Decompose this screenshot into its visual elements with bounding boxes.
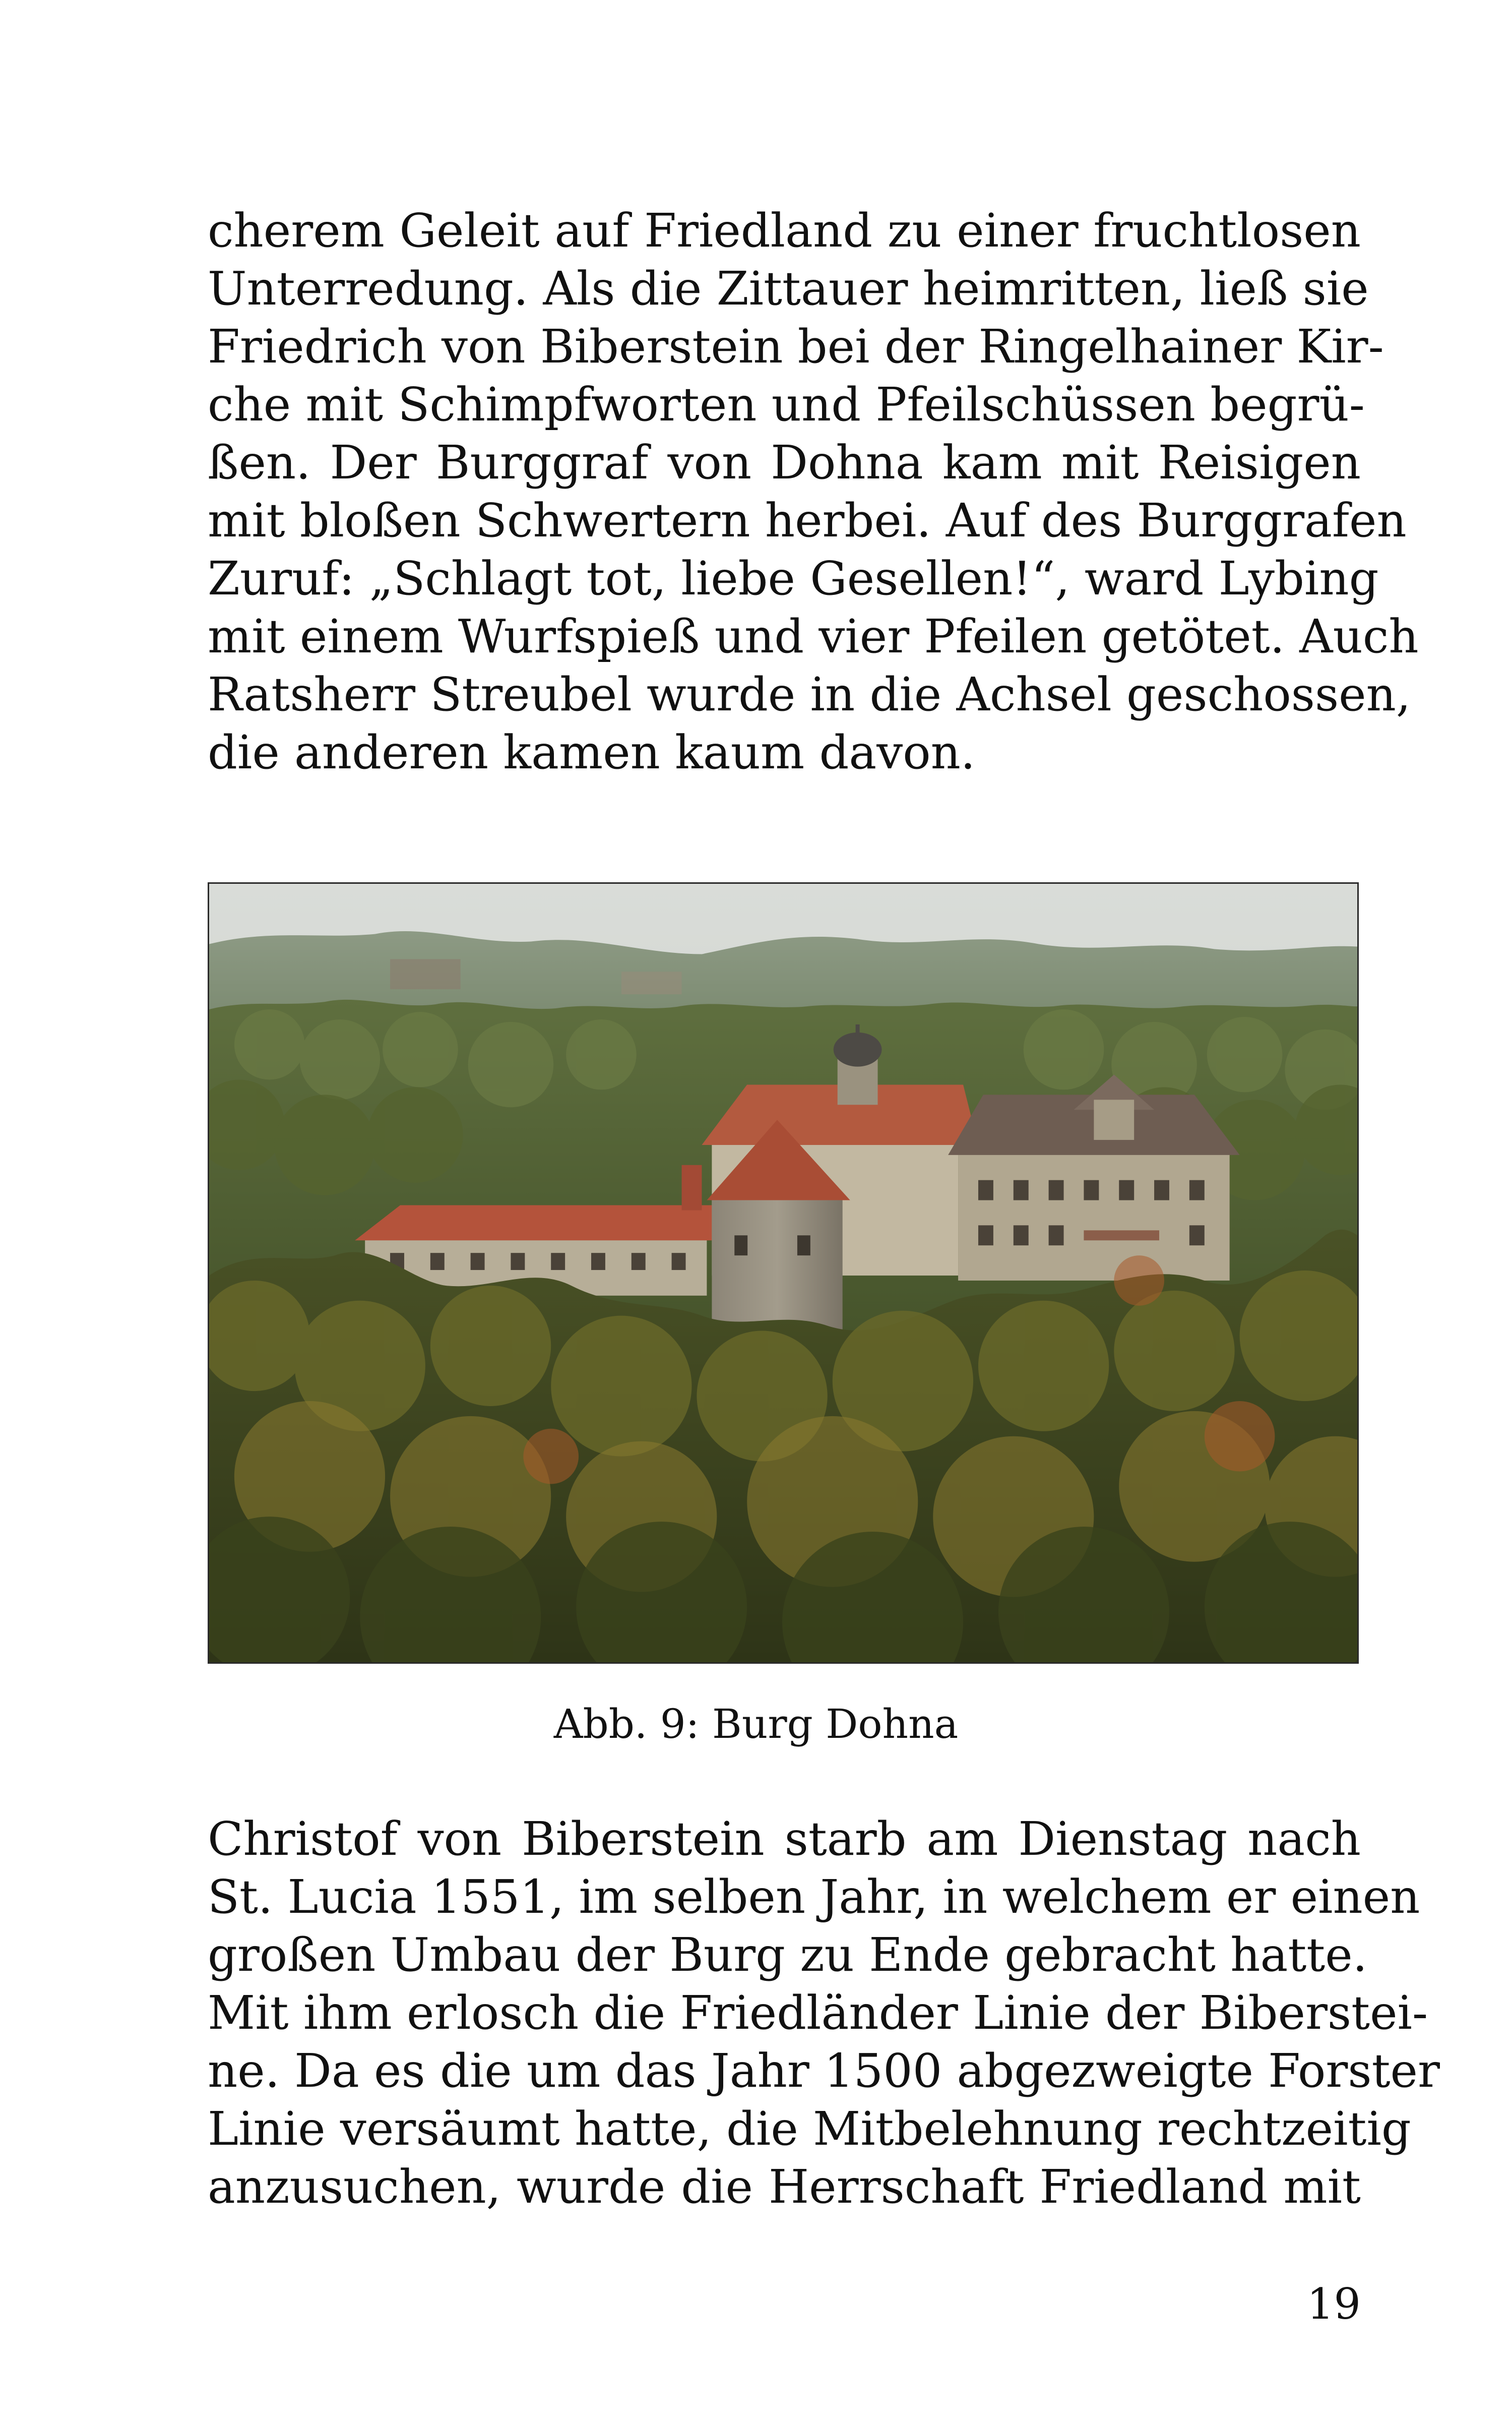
- paragraph-top: [208, 202, 1419, 781]
- text-line: Mit ihm erlosch die Friedländer Linie der Biberstei-: [208, 1986, 1428, 2040]
- text-line: cherem Geleit auf Friedland zu einer fruchtlosen: [208, 204, 1361, 258]
- text-line: ßen. Der Burggraf von Dohna kam mit Reisigen: [208, 436, 1361, 490]
- text-line: Unterredung. Als die Zittauer heimritten, ließ sie: [208, 262, 1369, 316]
- text-line: Zuruf: „Schlagt tot, liebe Gesellen!“, ward Lybing: [208, 552, 1379, 606]
- text-line: anzusuchen, wurde die Herrschaft Friedland mit: [208, 2160, 1361, 2214]
- text-line: Ratsherr Streubel wurde in die Achsel geschossen,: [208, 668, 1411, 721]
- castle-photo-illustration: [209, 884, 1357, 1662]
- text-line: großen Umbau der Burg zu Ende gebracht hatte.: [208, 1928, 1367, 1982]
- text-line: St. Lucia 1551, im selben Jahr, in welchem er einen: [208, 1870, 1420, 1924]
- text-line: ne. Da es die um das Jahr 1500 abgezweigte Forster: [208, 2044, 1440, 2098]
- text-line: Christof von Biberstein starb am Dienstag nach: [208, 1812, 1361, 1866]
- paragraph-bottom: [208, 1810, 1440, 2216]
- text-line: che mit Schimpfworten und Pfeilschüssen begrü-: [208, 378, 1365, 432]
- text-line: mit bloßen Schwertern herbei. Auf des Burggrafen: [208, 494, 1407, 548]
- castle-photo: [208, 882, 1359, 1664]
- text-line: die anderen kamen kaum davon.: [208, 725, 976, 779]
- figure-caption: Abb. 9: Burg Dohna: [553, 1701, 959, 1747]
- text-line: mit einem Wurfspieß und vier Pfeilen getötet. Auch: [208, 610, 1419, 663]
- text-line: Linie versäumt hatte, die Mitbelehnung rechtzeitig: [208, 2102, 1411, 2156]
- text-line: Friedrich von Biberstein bei der Ringelhainer Kir-: [208, 320, 1384, 374]
- page-number: 19: [1307, 2279, 1361, 2329]
